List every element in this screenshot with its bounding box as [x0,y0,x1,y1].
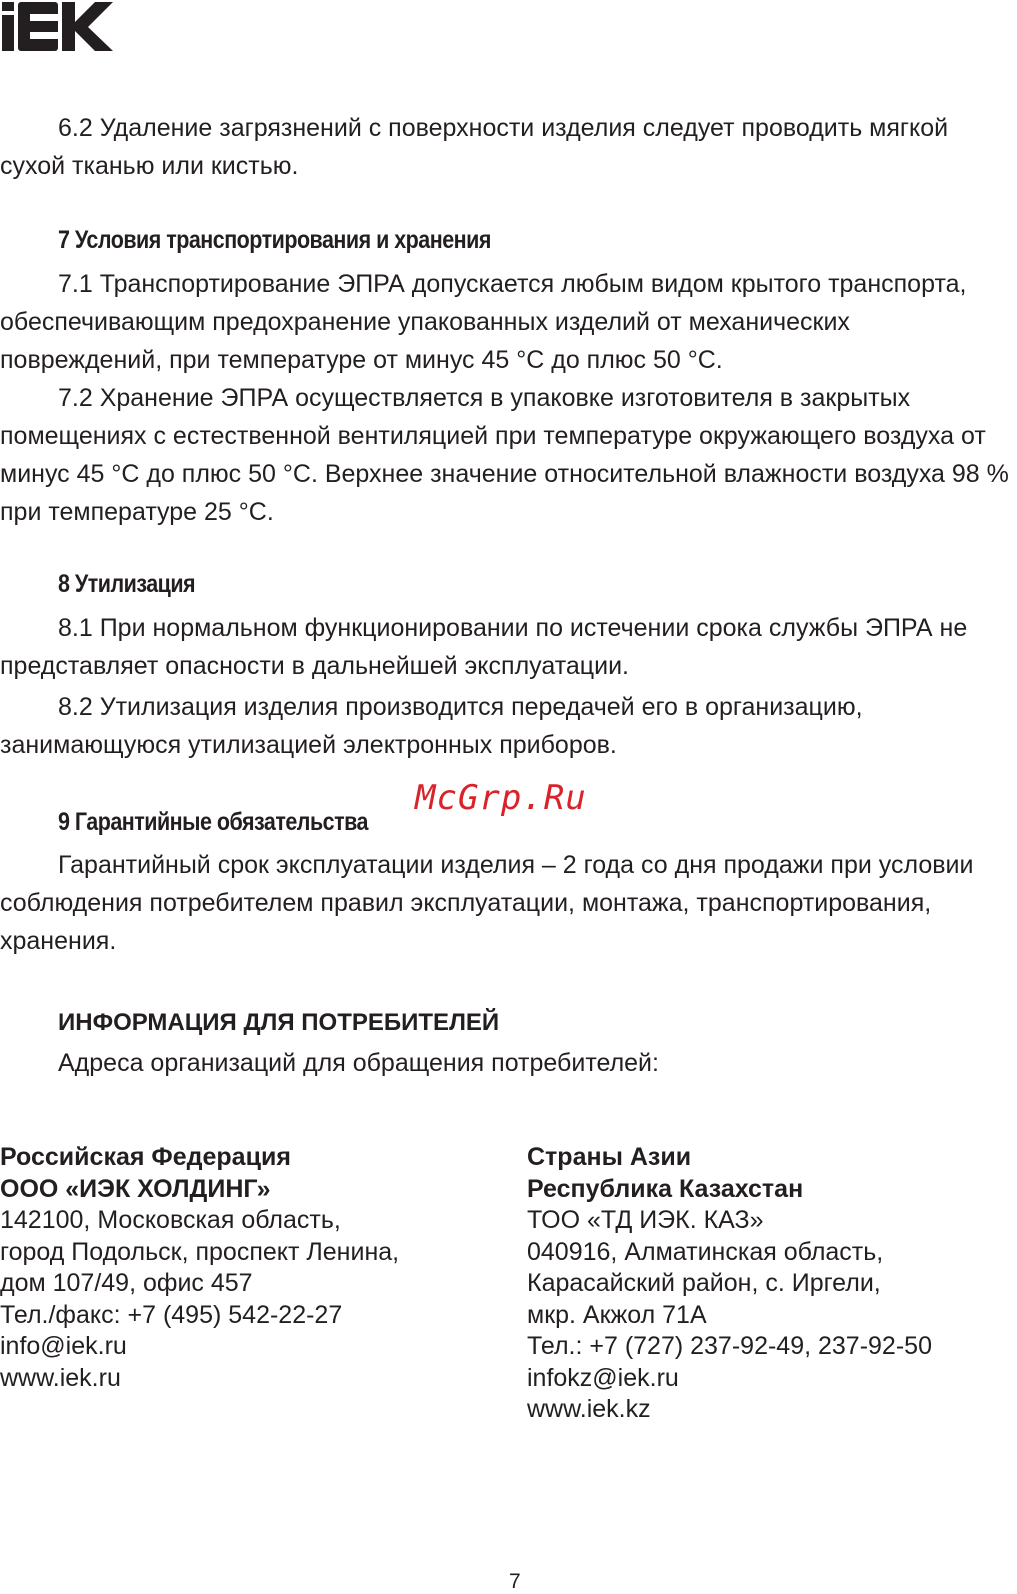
paragraph-8-1: 8.1 При нормальном функционировании по истечении срока службы ЭПРА не представляет опасности в дальнейшей эксплуатации. [0,614,968,680]
region-label: Страны Азии [527,1143,692,1171]
phone-number: Тел./факс: +7 (495) 542-22-27 [0,1300,343,1329]
country-name: Республика Казахстан [527,1174,804,1203]
watermark-text: McGrp.Ru [415,778,587,818]
contacts-russia [0,1142,399,1394]
address-line: дом 107/49, офис 457 [0,1269,253,1297]
website-url: www.iek.ru [0,1363,121,1392]
page-number: 7 [509,1570,521,1593]
email-address: info@iek.ru [0,1332,127,1360]
address-line: мкр. Акжол 71А [527,1300,707,1329]
region-label: Российская Федерация [0,1143,291,1171]
paragraph-7-1: 7.1 Транспортирование ЭПРА допускается любым видом крытого транспорта, обеспечивающим предохранение упакованных изделий от механических повреждений, при температуре от минус 45 °С до плюс 50 °С. [0,270,967,374]
address-line: Карасайский район, с. Иргели, [527,1269,881,1297]
section-9-heading: 9 Гарантийные обязательства [58,808,368,836]
iek-logo [0,0,115,55]
address-line: 142100, Московская область, [0,1206,341,1234]
email-address: infokz@iek.ru [527,1363,679,1392]
info-intro: Адреса организаций для обращения потребителей: [58,1049,659,1077]
contacts-asia [527,1142,932,1426]
phone-number: Тел.: +7 (727) 237-92-49, 237-92-50 [527,1332,932,1360]
paragraph-9: Гарантийный срок эксплуатации изделия – 2 года со дня продажи при условии соблюдения потребителем правил эксплуатации, монтажа, транспортирования, хранения. [0,851,974,955]
section-8-heading: 8 Утилизация [58,570,196,598]
paragraph-7-2: 7.2 Хранение ЭПРА осуществляется в упаковке изготовителя в закрытых помещениях с естественной вентиляцией при температуре окружающего воздуха от минус 45 °С до плюс 50 °С. Верхнее значение относительной влажности воздуха 98 % при температуре 25 °С. [0,384,1009,526]
company-name: ООО «ИЭК ХОЛДИНГ» [0,1174,271,1203]
paragraph-6-2: 6.2 Удаление загрязнений с поверхности изделия следует проводить мягкой сухой тканью или кистью. [0,114,949,180]
company-name: ТОО «ТД ИЭК. КАЗ» [527,1206,764,1234]
address-line: город Подольск, проспект Ленина, [0,1237,400,1266]
section-7-heading: 7 Условия транспортирования и хранения [58,226,491,254]
info-heading: ИНФОРМАЦИЯ ДЛЯ ПОТРЕБИТЕЛЕЙ [58,1009,500,1036]
paragraph-8-2: 8.2 Утилизация изделия производится передачей его в организацию, занимающуюся утилизацией электронных приборов. [0,693,863,759]
website-url: www.iek.kz [527,1395,651,1423]
address-line: 040916, Алматинская область, [527,1237,884,1266]
